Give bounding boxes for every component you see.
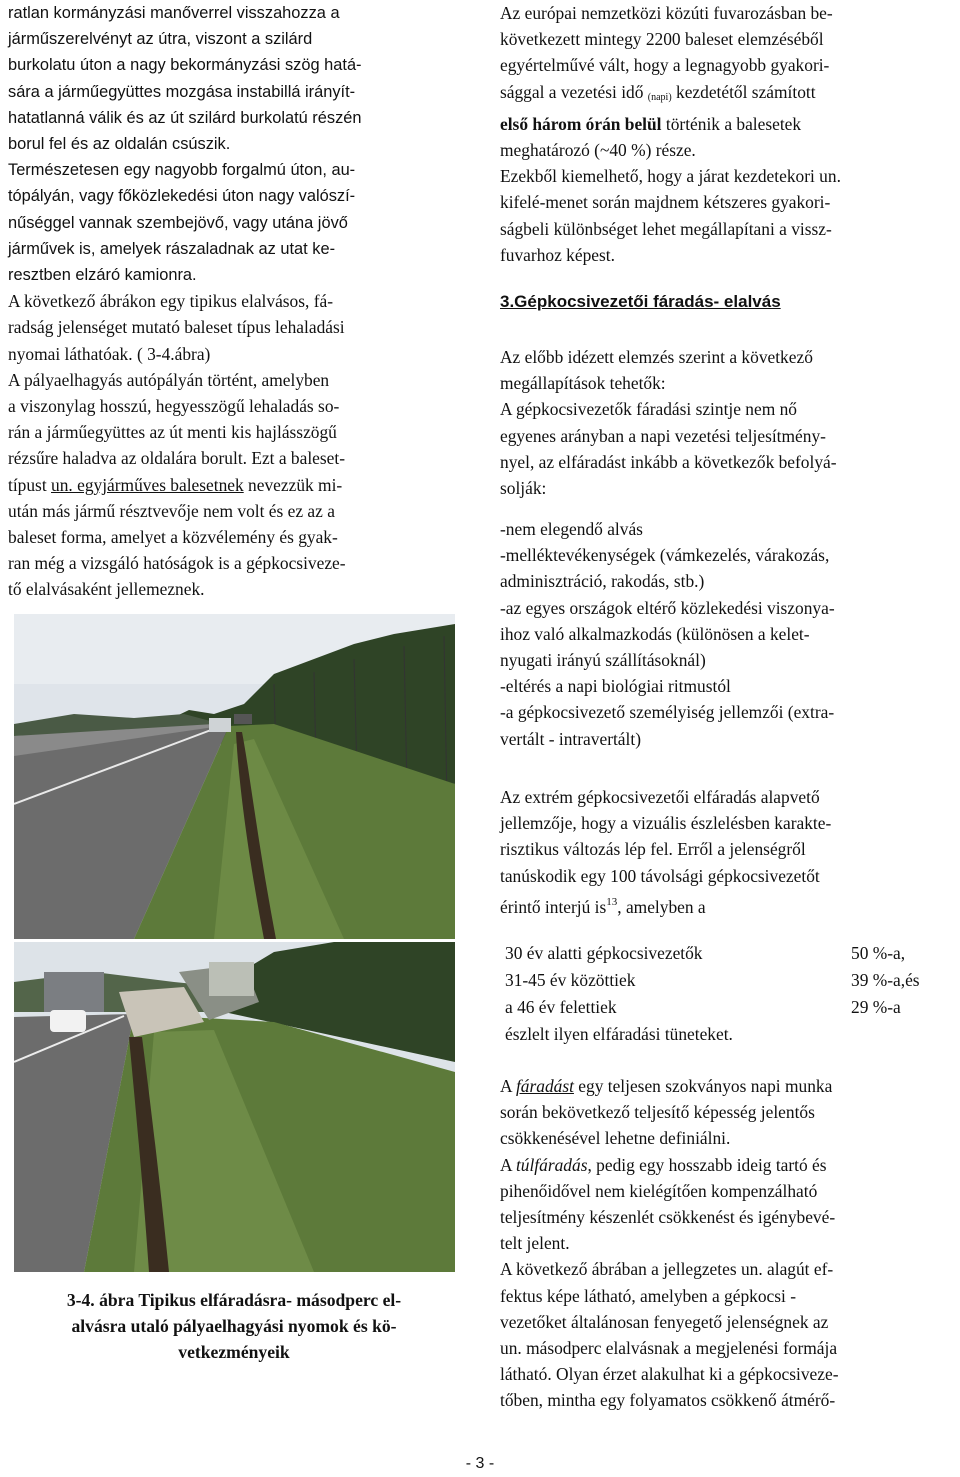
- text-line: nűséggel vannak szembejövő, vagy utána jövő: [8, 213, 348, 232]
- italic-term: túlfáradás: [515, 1154, 588, 1175]
- text-line: tópályán, vagy főközlekedési úton nagy valószí-: [8, 187, 356, 206]
- stat-label: a 46 év felettiek: [505, 997, 617, 1017]
- page-number: - 3 -: [465, 1455, 495, 1472]
- right-block-4: [500, 1073, 952, 1414]
- text-line: nyomai láthatóak. ( 3-4.ábra): [8, 343, 211, 364]
- text-line: burkolatu úton a nagy bekormányzási szög hatá-: [8, 56, 362, 75]
- text-line: vezetőket általánosan fenyegető jelenségnek az: [500, 1311, 829, 1332]
- text-line: [500, 1152, 952, 1178]
- subscript: (napi): [647, 91, 672, 103]
- text-line: Ezekből kiemelhető, hogy a járat kezdetekori un.: [500, 166, 841, 187]
- text-fragment: , amelyben a: [617, 896, 706, 917]
- text-fragment: nevezzük mi-: [243, 474, 343, 495]
- right-block-1: [500, 0, 952, 268]
- photo-overturned-truck: [14, 942, 455, 1272]
- text-line: radság jelenséget mutató baleset típus lehaladási: [8, 317, 345, 338]
- text-line: után más jármű résztvevője nem volt és ez az a: [8, 500, 335, 521]
- stat-label: 30 év alatti gépkocsivezetők: [505, 943, 703, 963]
- text-line: [500, 889, 952, 920]
- bold-phrase: első három órán belül: [500, 113, 662, 134]
- stat-summary-text: észlelt ilyen elfáradási tüneteket.: [505, 1024, 733, 1044]
- text-line: [500, 79, 952, 111]
- text-line: ságbeli különbséget lehet megállapítani a vissz-: [500, 218, 832, 239]
- text-line: A következő ábrákon egy tipikus elalvásos, fá-: [8, 291, 334, 312]
- text-line: rézsűre haladva az oldalára borult. Ezt a baleset-: [8, 448, 346, 469]
- text-fragment: történik a balesetek: [661, 113, 802, 134]
- right-block-3: [500, 784, 952, 920]
- text-line: [8, 472, 362, 498]
- text-line: [500, 111, 952, 137]
- list-item: -nem elegendő alvás: [500, 519, 643, 539]
- list-item: nyugati irányú szállításoknál): [500, 650, 706, 671]
- list-item: vertált - intravertált): [500, 728, 641, 749]
- list-item: -eltérés a napi biológiai ritmustól: [500, 676, 731, 697]
- footnote-ref: 13: [606, 895, 618, 908]
- text-fragment: kezdetétől számított: [671, 81, 816, 102]
- stat-row: [505, 997, 945, 1023]
- stat-summary: [505, 1024, 945, 1050]
- photo-highway-ditch: [14, 614, 455, 939]
- text-line: fektus képe látható, amelyben a gépkocsi -: [500, 1285, 797, 1306]
- text-line: járművek is, amelyek rászaladnak az utat ke-: [8, 239, 336, 258]
- stat-label: 31-45 év közöttiek: [505, 970, 636, 990]
- stat-row: [505, 943, 945, 969]
- text-line: Az extrém gépkocsivezetői elfáradás alapvető: [500, 787, 820, 807]
- text-line: jellemzője, hogy a vizuális észlelésben karakte-: [500, 813, 832, 834]
- text-line: a viszonylag hosszú, hegyesszögű lehaladás so-: [8, 396, 340, 417]
- left-paragraph-1: [8, 0, 362, 603]
- list-item: adminisztráció, rakodás, stb.): [500, 571, 705, 592]
- text-line: un. másodperc elalvásnak a megjelenési formája: [500, 1338, 838, 1359]
- text-line: sára a járműegyüttes mozgása instabillá irányít-: [8, 82, 356, 101]
- stat-value: 39 %-a,és: [851, 970, 920, 990]
- right-block-2: [500, 344, 952, 501]
- text-line: látható. Olyan érzet alakulhat ki a gépkocsiveze-: [500, 1364, 839, 1385]
- text-line: Az előbb idézett elemzés szerint a következő: [500, 347, 813, 367]
- text-line: pihenőidővel nem kielégítően kompenzálható: [500, 1180, 818, 1201]
- text-line: Az európai nemzetközi közúti fuvarozásban be-: [500, 3, 833, 23]
- text-line: egyértelművé vált, hogy a legnagyobb gyakori-: [500, 55, 830, 76]
- list-item: -a gépkocsivezető személyiség jellemzői (extra-: [500, 702, 835, 723]
- stat-value: 29 %-a: [851, 997, 901, 1017]
- text-line: következett mintegy 2200 baleset elemzéséből: [500, 29, 824, 50]
- text-fragment: típust: [8, 474, 52, 495]
- text-line: borul fel és az oldalán csúszik.: [8, 135, 231, 154]
- text-fragment: , pedig egy hosszabb ideig tartó és: [587, 1154, 827, 1175]
- text-line: hatatlanná válik és az út szilárd burkolatú részén: [8, 108, 362, 127]
- text-line: fuvarhoz képest.: [500, 244, 615, 265]
- text-fragment: A: [500, 1154, 516, 1175]
- text-line: tőben, mintha egy folyamatos csökkenő átmérő-: [500, 1390, 836, 1411]
- text-line: járműszerelvényt az útra, viszont a szilárd: [8, 30, 313, 49]
- text-line: rán a járműegyüttes az út menti kis hajlásszögű: [8, 422, 337, 443]
- text-line: meghatározó (~40 %) része.: [500, 140, 696, 161]
- text-line: baleset forma, amelyet a közvélemény és gyak-: [8, 527, 338, 548]
- text-fragment: sággal a vezetési idő: [500, 81, 648, 102]
- text-line: során bekövetkező teljesítő képesség jelentős: [500, 1102, 815, 1123]
- text-line: risztikus változás lép fel. Erről a jelenségről: [500, 839, 806, 860]
- figure-caption: [8, 1287, 460, 1365]
- text-line: telt jelent.: [500, 1233, 570, 1254]
- text-fragment: A: [500, 1076, 516, 1096]
- text-line: A gépkocsivezetők fáradási szintje nem nő: [500, 399, 797, 420]
- text-line: [500, 1073, 952, 1099]
- underlined-term: un. egyjárműves balesetnek: [51, 474, 244, 495]
- text-line: csökkenésével lehetne definiálni.: [500, 1128, 731, 1149]
- stat-row: [505, 970, 945, 996]
- text-line: teljesítmény készenlét csökkenést és igénybevé-: [500, 1207, 836, 1228]
- text-line: ratlan kormányzási manőverrel visszahozza a: [8, 4, 340, 22]
- section-heading: 3.Gépkocsivezetői fáradás- elalvás: [500, 292, 781, 311]
- factor-list: [500, 516, 952, 752]
- text-line: megállapítások tehetők:: [500, 373, 666, 394]
- text-line: egyenes arányban a napi vezetési teljesítmény-: [500, 425, 826, 446]
- text-line: tanúskodik egy 100 távolsági gépkocsivezetőt: [500, 865, 820, 886]
- text-line: nyel, az elfáradást inkább a következők befolyá-: [500, 451, 837, 472]
- text-line: A pályaelhagyás autópályán történt, amelyben: [8, 369, 330, 390]
- italic-term: fáradást: [515, 1076, 574, 1096]
- text-line: Természetesen egy nagyobb forgalmú úton, au-: [8, 161, 356, 180]
- caption-line: vetkezményeik: [178, 1342, 290, 1362]
- list-item: ihoz való alkalmazkodás (különösen a kelet-: [500, 623, 810, 644]
- caption-line: 3-4. ábra Tipikus elfáradásra- másodperc el-: [66, 1290, 402, 1310]
- text-line: ran még a vizsgáló hatóságok is a gépkocsiveze-: [8, 553, 346, 574]
- list-item: -az egyes országok eltérő közlekedési viszonya-: [500, 597, 835, 618]
- caption-line: alvásra utaló pályaelhagyási nyomok és kö-: [71, 1316, 397, 1336]
- text-line: tő elalvásaként jellemeznek.: [8, 579, 205, 600]
- text-line: solják:: [500, 478, 547, 499]
- text-line: resztben elzáró kamionra.: [8, 266, 197, 285]
- text-line: kifelé-menet során majdnem kétszeres gyakori-: [500, 192, 831, 213]
- text-fragment: egy teljesen szokványos napi munka: [573, 1076, 833, 1096]
- text-line: A következő ábrában a jellegzetes un. alagút ef-: [500, 1259, 834, 1280]
- stat-value: 50 %-a,: [851, 943, 906, 963]
- text-fragment: érintő interjú is: [500, 896, 607, 917]
- list-item: -melléktevékenységek (vámkezelés, várakozás,: [500, 545, 830, 566]
